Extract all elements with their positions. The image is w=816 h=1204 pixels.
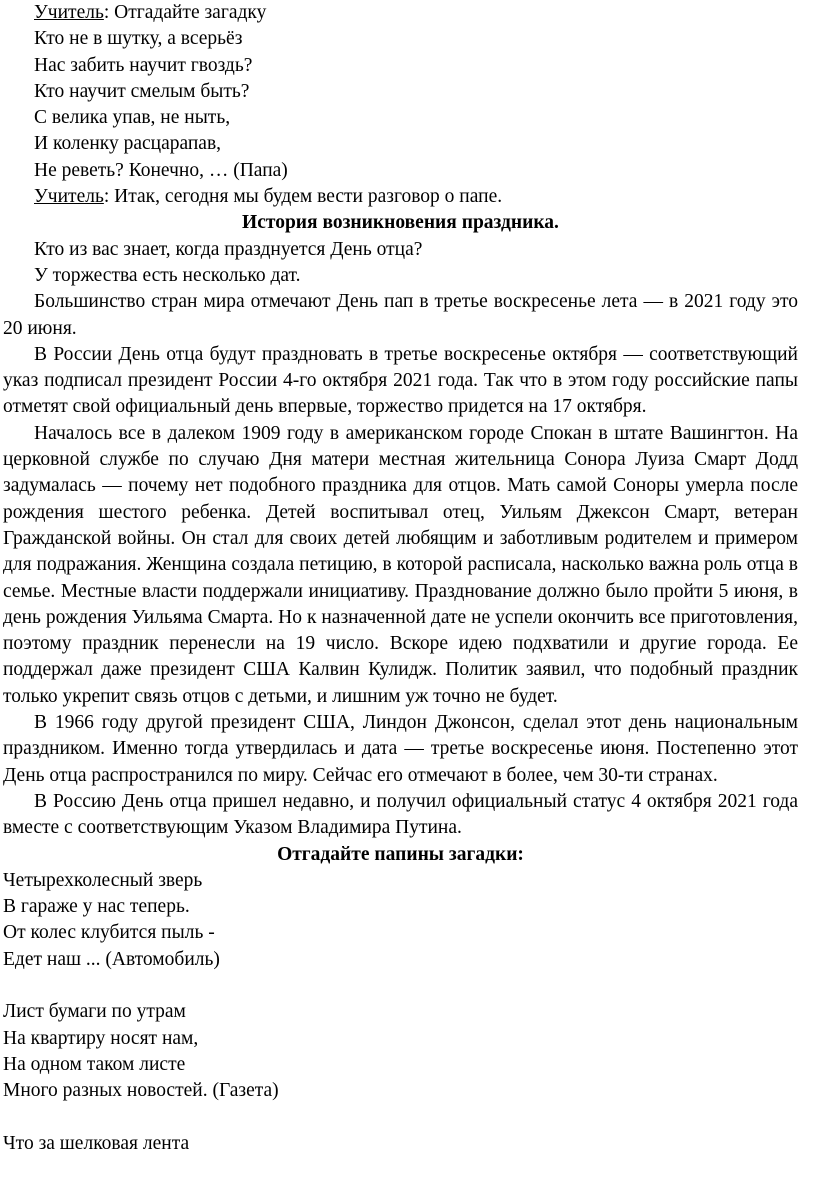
history-paragraph: В Россию День отца пришел недавно, и получил официальный статус 4 октября 2021 года вместе с соответствующим Указом Владимира Путина.	[3, 790, 798, 839]
riddle-line: Едет наш ... (Автомобиль)	[3, 948, 220, 970]
riddle-line: От колес клубится пыль -	[3, 922, 215, 944]
history-heading: История возникновения праздника.	[242, 212, 559, 234]
intro-riddle	[3, 26, 798, 184]
history-paragraph: В России День отца будут праздновать в третье воскресенье октября — соответствующий указ подписал президент России 4-го октября 2021 года. Так что в этом году российские папы отметят свой официальный день впервые, торжество придется на 17 октября.	[3, 343, 798, 418]
riddle-line: Много разных новостей. (Газета)	[3, 1080, 279, 1102]
history-paragraph: В 1966 году другой президент США, Линдон Джонсон, сделал этот день национальным праздником. Именно тогда утвердилась и дата — третье воскресенье июня. Постепенно этот День отца распространился по миру. Сейчас его отмечают в более, чем 30-ти странах.	[3, 712, 798, 786]
riddle-line: В гараже у нас теперь.	[3, 896, 190, 918]
teacher-line-2	[3, 184, 798, 210]
riddle-newspaper	[3, 999, 798, 1104]
history-paragraph: У торжества есть несколько дат.	[34, 264, 301, 286]
riddles-heading: Отгадайте папины загадки:	[277, 843, 524, 865]
teacher-line-2-text: : Итак, сегодня мы будем вести разговор о папе.	[103, 186, 503, 208]
document-page	[3, 0, 798, 1157]
history-paragraph: Кто из вас знает, когда празднуется День отца?	[34, 238, 423, 260]
riddle-line: И коленку расцарапав,	[34, 133, 222, 155]
history-paragraph: Большинство стран мира отмечают День пап в третье воскресенье лета — в 2021 году это 20 июня.	[3, 291, 798, 339]
riddle-line: На одном таком листе	[3, 1053, 186, 1075]
riddle-line: С велика упав, не ныть,	[34, 107, 231, 129]
spacer	[3, 1104, 798, 1130]
riddle-line: На квартиру носят нам,	[3, 1027, 199, 1049]
teacher-label: Учитель	[34, 2, 104, 23]
teacher-line-1-text: : Отгадайте загадку	[103, 2, 267, 23]
spacer	[3, 973, 798, 999]
riddle-line: Не реветь? Конечно, … (Папа)	[34, 159, 288, 181]
history-paragraph: Началось все в далеком 1909 году в американском городе Спокан в штате Вашингтон. На церковной службе по случаю Дня матери местная жительница Сонора Луиза Смарт Додд задумалась — почему нет подобного праздника для отцов. Мать самой Соноры умерла после рождения шестого ребенка. Детей воспитывал отец, Уильям Джексон Смарт, ветеран Гражданской войны. Он стал для своих детей любящим и заботливым родителем и примером для подражания. Женщина создала петицию, в которой расписала, насколько важна роль отца в семье. Местные власти поддержали инициативу. Празднование должно было пройти 5 июня, в день рождения Уильяма Смарта. Но к назначенной дате не успели окончить все приготовления, поэтому праздник перенесли на 19 число. Вскоре идею подхватили и другие города. Ее поддержал даже президент США Калвин Кулидж. Политик заявил, что подобный праздник только укрепит связь отцов с детьми, и лишним уж точно не будет.	[3, 422, 798, 707]
teacher-line-1	[3, 0, 798, 26]
riddle-car	[3, 868, 798, 973]
riddle-line: Что за шелковая лента	[3, 1132, 190, 1154]
teacher-label: Учитель	[34, 186, 104, 208]
riddle-line: Четырехколесный зверь	[3, 869, 203, 891]
riddle-line: Кто научит смелым быть?	[34, 80, 250, 102]
riddle-line: Лист бумаги по утрам	[3, 1001, 186, 1023]
riddle-line: Кто не в шутку, а всерьёз	[34, 28, 243, 50]
riddle-ribbon	[3, 1131, 798, 1157]
riddle-line: Нас забить научит гвоздь?	[34, 54, 253, 76]
